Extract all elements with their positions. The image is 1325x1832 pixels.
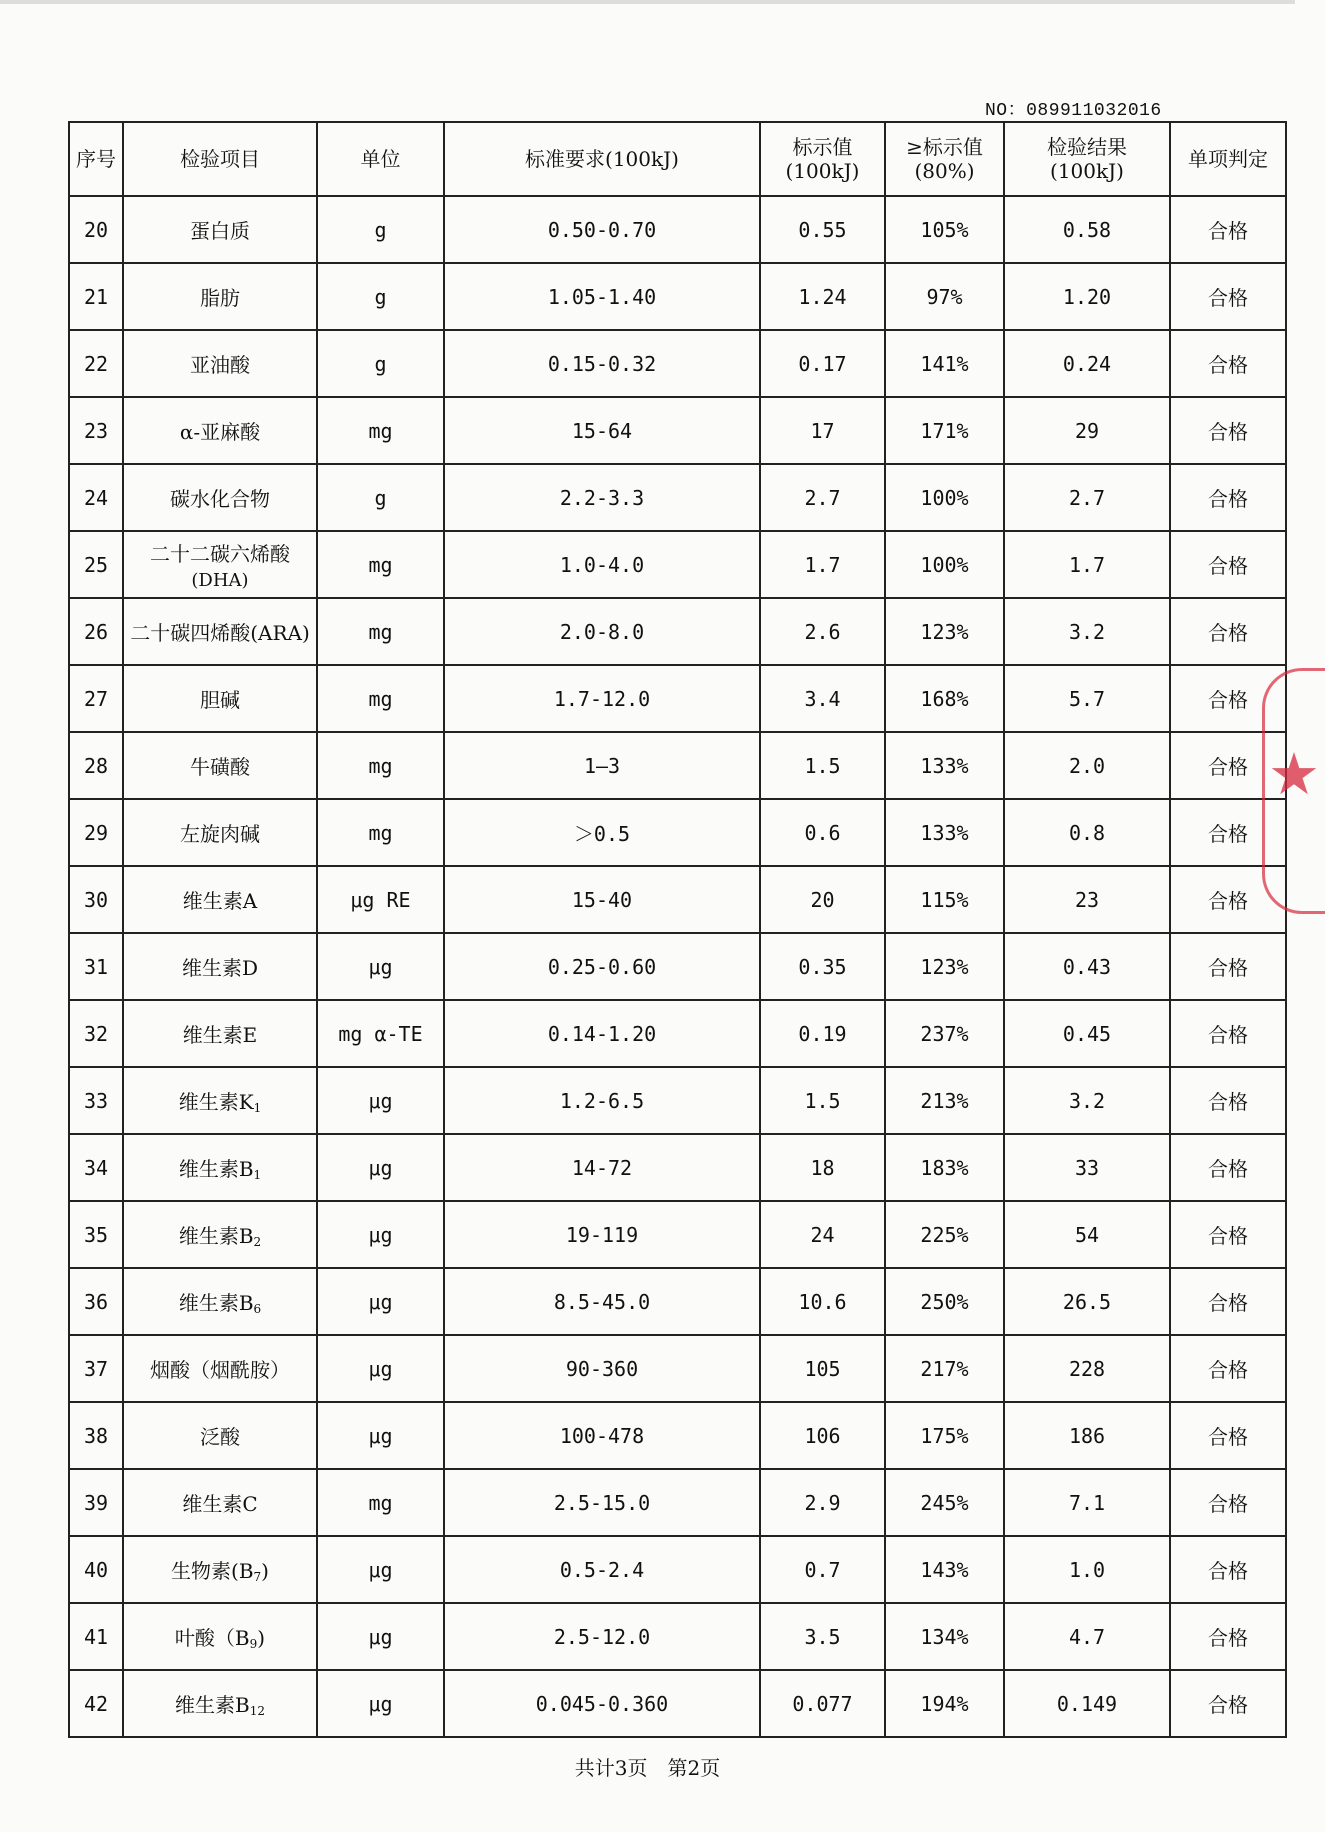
cell-item: [123, 1603, 317, 1670]
cell-item: [123, 196, 317, 263]
cell-seq: 26: [69, 598, 123, 665]
item-name: 维生素B: [178, 1224, 254, 1248]
cell-label-value: 2.7: [760, 464, 885, 531]
cell-unit: g: [317, 464, 444, 531]
cell-seq: 35: [69, 1201, 123, 1268]
cell-result: 23: [1004, 866, 1170, 933]
table-row: [69, 397, 1286, 464]
cell-seq: 39: [69, 1469, 123, 1536]
table-row: [69, 1335, 1286, 1402]
table-row: [69, 1402, 1286, 1469]
cell-percent: 175%: [885, 1402, 1004, 1469]
cell-standard: 8.5-45.0: [444, 1268, 760, 1335]
cell-judgement: 合格: [1170, 330, 1286, 397]
cell-unit: μg: [317, 1201, 444, 1268]
table-row: [69, 1603, 1286, 1670]
header-label-value: [760, 122, 885, 196]
table-row: [69, 1268, 1286, 1335]
cell-item: [123, 330, 317, 397]
cell-label-value: 1.5: [760, 1067, 885, 1134]
cell-unit: μg: [317, 1402, 444, 1469]
cell-unit: mg: [317, 531, 444, 598]
item-subscript: 2: [253, 1235, 262, 1249]
item-name: 二十碳四烯酸(ARA): [130, 621, 310, 645]
header-result-line2: (100kJ): [1050, 159, 1124, 183]
cell-percent: 237%: [885, 1000, 1004, 1067]
cell-standard: 1—3: [444, 732, 760, 799]
cell-label-value: 105: [760, 1335, 885, 1402]
cell-result: 1.20: [1004, 263, 1170, 330]
cell-label-value: 3.4: [760, 665, 885, 732]
cell-label-value: 0.19: [760, 1000, 885, 1067]
header-label-value-line1: 标示值: [792, 135, 853, 159]
cell-result: 0.149: [1004, 1670, 1170, 1737]
cell-standard: 0.14-1.20: [444, 1000, 760, 1067]
cell-unit: μg: [317, 1335, 444, 1402]
cell-seq: 31: [69, 933, 123, 1000]
table-row: [69, 933, 1286, 1000]
cell-result: 1.0: [1004, 1536, 1170, 1603]
cell-label-value: 3.5: [760, 1603, 885, 1670]
item-subscript: 12: [249, 1704, 265, 1718]
cell-judgement: 合格: [1170, 1000, 1286, 1067]
cell-unit: μg: [317, 1134, 444, 1201]
cell-result: 3.2: [1004, 598, 1170, 665]
cell-label-value: 17: [760, 397, 885, 464]
cell-standard: 100-478: [444, 1402, 760, 1469]
cell-item: [123, 1670, 317, 1737]
item-name: 胆碱: [200, 688, 240, 712]
cell-label-value: 0.077: [760, 1670, 885, 1737]
cell-result: 1.7: [1004, 531, 1170, 598]
item-name: 维生素B: [175, 1693, 250, 1717]
item-name: 烟酸（烟酰胺）: [150, 1358, 290, 1382]
cell-label-value: 0.6: [760, 799, 885, 866]
cell-item: [123, 464, 317, 531]
cell-seq: 37: [69, 1335, 123, 1402]
cell-percent: 133%: [885, 799, 1004, 866]
cell-standard: 2.2-3.3: [444, 464, 760, 531]
table-body: [69, 196, 1286, 1737]
cell-seq: 30: [69, 866, 123, 933]
table-row: [69, 1469, 1286, 1536]
cell-standard: 2.5-15.0: [444, 1469, 760, 1536]
table-row: [69, 1536, 1286, 1603]
item-name: 生物素(B: [171, 1559, 254, 1583]
item-tail: ): [257, 1626, 266, 1650]
item-name: 维生素B: [178, 1157, 254, 1181]
cell-standard: 0.045-0.360: [444, 1670, 760, 1737]
table-row: [69, 1067, 1286, 1134]
item-name: 脂肪: [200, 286, 240, 310]
cell-percent: 250%: [885, 1268, 1004, 1335]
cell-unit: mg: [317, 598, 444, 665]
item-name: 泛酸: [200, 1425, 240, 1449]
cell-item: [123, 1000, 317, 1067]
cell-label-value: 24: [760, 1201, 885, 1268]
cell-item: [123, 531, 317, 598]
cell-result: 29: [1004, 397, 1170, 464]
header-percent: [885, 122, 1004, 196]
cell-item: [123, 933, 317, 1000]
cell-item: [123, 1402, 317, 1469]
cell-label-value: 0.7: [760, 1536, 885, 1603]
table-header-row: [69, 122, 1286, 196]
cell-result: 228: [1004, 1335, 1170, 1402]
scan-edge: [0, 0, 1295, 4]
header-item: 检验项目: [123, 122, 317, 196]
cell-result: 3.2: [1004, 1067, 1170, 1134]
cell-unit: g: [317, 263, 444, 330]
cell-label-value: 1.24: [760, 263, 885, 330]
cell-unit: g: [317, 330, 444, 397]
cell-item: [123, 598, 317, 665]
item-name: 维生素C: [182, 1492, 258, 1516]
cell-unit: μg: [317, 1067, 444, 1134]
item-subscript: 7: [253, 1570, 262, 1584]
item-name: 牛磺酸: [190, 755, 250, 779]
item-subscript: 1: [253, 1168, 262, 1182]
header-percent-line2: (80%): [914, 159, 975, 183]
cell-standard: 0.15-0.32: [444, 330, 760, 397]
cell-result: 33: [1004, 1134, 1170, 1201]
cell-item: [123, 1268, 317, 1335]
cell-result: 54: [1004, 1201, 1170, 1268]
cell-result: 0.45: [1004, 1000, 1170, 1067]
header-percent-line1: ≥标示值: [906, 135, 983, 159]
cell-seq: 38: [69, 1402, 123, 1469]
item-name: 维生素E: [182, 1023, 258, 1047]
cell-result: 2.0: [1004, 732, 1170, 799]
cell-percent: 100%: [885, 531, 1004, 598]
table-row: [69, 531, 1286, 598]
cell-standard: 2.5-12.0: [444, 1603, 760, 1670]
cell-percent: 194%: [885, 1670, 1004, 1737]
cell-item: [123, 799, 317, 866]
cell-item: [123, 1536, 317, 1603]
table-row: [69, 1134, 1286, 1201]
cell-item: [123, 1201, 317, 1268]
cell-standard: 0.50-0.70: [444, 196, 760, 263]
cell-judgement: 合格: [1170, 933, 1286, 1000]
cell-judgement: 合格: [1170, 464, 1286, 531]
header-result: [1004, 122, 1170, 196]
cell-unit: μg RE: [317, 866, 444, 933]
cell-seq: 22: [69, 330, 123, 397]
cell-unit: μg: [317, 1536, 444, 1603]
cell-label-value: 2.6: [760, 598, 885, 665]
cell-unit: μg: [317, 1670, 444, 1737]
cell-result: 2.7: [1004, 464, 1170, 531]
cell-item: [123, 1469, 317, 1536]
cell-percent: 213%: [885, 1067, 1004, 1134]
cell-seq: 34: [69, 1134, 123, 1201]
cell-item: [123, 732, 317, 799]
cell-item: [123, 263, 317, 330]
cell-judgement: 合格: [1170, 1201, 1286, 1268]
header-unit: 单位: [317, 122, 444, 196]
cell-judgement: 合格: [1170, 1268, 1286, 1335]
cell-percent: 105%: [885, 196, 1004, 263]
cell-item: [123, 866, 317, 933]
cell-percent: 133%: [885, 732, 1004, 799]
cell-judgement: 合格: [1170, 531, 1286, 598]
cell-seq: 28: [69, 732, 123, 799]
header-seq: 序号: [69, 122, 123, 196]
item-subscript: 6: [253, 1302, 262, 1316]
cell-unit: mg: [317, 732, 444, 799]
page-footer: 共计3页 第2页: [574, 1756, 721, 1780]
item-name: 维生素D: [181, 956, 259, 980]
cell-seq: 32: [69, 1000, 123, 1067]
header-result-line1: 检验结果: [1047, 135, 1127, 159]
table-row: [69, 598, 1286, 665]
item-name: 二十二碳六烯酸: [150, 542, 290, 566]
cell-result: 0.58: [1004, 196, 1170, 263]
cell-judgement: 合格: [1170, 1402, 1286, 1469]
cell-percent: 183%: [885, 1134, 1004, 1201]
cell-item: [123, 1134, 317, 1201]
table-row: [69, 1670, 1286, 1737]
cell-label-value: 0.17: [760, 330, 885, 397]
table-row: [69, 866, 1286, 933]
cell-judgement: 合格: [1170, 1469, 1286, 1536]
cell-standard: 0.25-0.60: [444, 933, 760, 1000]
cell-seq: 20: [69, 196, 123, 263]
cell-standard: 19-119: [444, 1201, 760, 1268]
item-name: 叶酸（B: [174, 1626, 250, 1650]
cell-percent: 225%: [885, 1201, 1004, 1268]
cell-standard: ＞0.5: [444, 799, 760, 866]
item-name-line2: (DHA): [191, 570, 249, 591]
table-row: [69, 1201, 1286, 1268]
cell-result: 4.7: [1004, 1603, 1170, 1670]
cell-percent: 123%: [885, 598, 1004, 665]
cell-label-value: 10.6: [760, 1268, 885, 1335]
cell-unit: mg: [317, 397, 444, 464]
cell-item: [123, 665, 317, 732]
cell-seq: 27: [69, 665, 123, 732]
cell-percent: 97%: [885, 263, 1004, 330]
table-row: [69, 464, 1286, 531]
cell-judgement: 合格: [1170, 263, 1286, 330]
cell-percent: 143%: [885, 1536, 1004, 1603]
cell-judgement: 合格: [1170, 1536, 1286, 1603]
cell-standard: 1.0-4.0: [444, 531, 760, 598]
cell-percent: 168%: [885, 665, 1004, 732]
cell-seq: 40: [69, 1536, 123, 1603]
cell-unit: g: [317, 196, 444, 263]
cell-result: 0.43: [1004, 933, 1170, 1000]
header-judgement: 单项判定: [1170, 122, 1286, 196]
cell-label-value: 0.55: [760, 196, 885, 263]
cell-judgement: 合格: [1170, 799, 1286, 866]
cell-unit: mg: [317, 799, 444, 866]
cell-judgement: 合格: [1170, 665, 1286, 732]
cell-label-value: 106: [760, 1402, 885, 1469]
cell-judgement: 合格: [1170, 1335, 1286, 1402]
cell-standard: 15-64: [444, 397, 760, 464]
item-name: 维生素B: [178, 1291, 254, 1315]
cell-judgement: 合格: [1170, 1067, 1286, 1134]
cell-percent: 217%: [885, 1335, 1004, 1402]
table-row: [69, 799, 1286, 866]
item-tail: ): [261, 1559, 269, 1583]
cell-item: [123, 1335, 317, 1402]
item-name: 碳水化合物: [170, 487, 270, 511]
header-label-value-line2: (100kJ): [785, 159, 860, 183]
cell-label-value: 0.35: [760, 933, 885, 1000]
seal-star-icon: ★: [1268, 740, 1320, 808]
table-row: [69, 732, 1286, 799]
item-name: α-亚麻酸: [179, 420, 261, 444]
cell-unit: μg: [317, 933, 444, 1000]
item-name: 维生素K: [178, 1090, 254, 1114]
table-row: [69, 196, 1286, 263]
inspection-results-table: [68, 121, 1287, 1738]
cell-item: [123, 397, 317, 464]
report-number: NO：089911032016: [985, 101, 1162, 121]
cell-unit: mg α-TE: [317, 1000, 444, 1067]
cell-seq: 36: [69, 1268, 123, 1335]
cell-result: 0.8: [1004, 799, 1170, 866]
cell-standard: 2.0-8.0: [444, 598, 760, 665]
cell-label-value: 1.5: [760, 732, 885, 799]
cell-result: 26.5: [1004, 1268, 1170, 1335]
cell-standard: 1.2-6.5: [444, 1067, 760, 1134]
cell-standard: 1.7-12.0: [444, 665, 760, 732]
item-subscript: 1: [253, 1101, 262, 1115]
cell-seq: 33: [69, 1067, 123, 1134]
cell-result: 7.1: [1004, 1469, 1170, 1536]
cell-label-value: 2.9: [760, 1469, 885, 1536]
cell-judgement: 合格: [1170, 196, 1286, 263]
cell-percent: 171%: [885, 397, 1004, 464]
cell-standard: 14-72: [444, 1134, 760, 1201]
cell-standard: 1.05-1.40: [444, 263, 760, 330]
cell-seq: 23: [69, 397, 123, 464]
cell-judgement: 合格: [1170, 732, 1286, 799]
item-name: 亚油酸: [190, 353, 250, 377]
cell-label-value: 18: [760, 1134, 885, 1201]
cell-seq: 24: [69, 464, 123, 531]
cell-standard: 90-360: [444, 1335, 760, 1402]
item-name: 左旋肉碱: [180, 822, 260, 846]
header-standard: 标准要求(100kJ): [444, 122, 760, 196]
cell-unit: mg: [317, 1469, 444, 1536]
table-row: [69, 1000, 1286, 1067]
table-row: [69, 665, 1286, 732]
cell-seq: 25: [69, 531, 123, 598]
cell-judgement: 合格: [1170, 1134, 1286, 1201]
cell-standard: 0.5-2.4: [444, 1536, 760, 1603]
cell-label-value: 20: [760, 866, 885, 933]
cell-percent: 245%: [885, 1469, 1004, 1536]
item-name: 维生素A: [182, 889, 258, 913]
cell-percent: 123%: [885, 933, 1004, 1000]
table-row: [69, 263, 1286, 330]
cell-result: 5.7: [1004, 665, 1170, 732]
cell-judgement: 合格: [1170, 598, 1286, 665]
cell-percent: 115%: [885, 866, 1004, 933]
cell-standard: 15-40: [444, 866, 760, 933]
cell-percent: 100%: [885, 464, 1004, 531]
cell-judgement: 合格: [1170, 866, 1286, 933]
cell-seq: 21: [69, 263, 123, 330]
cell-percent: 134%: [885, 1603, 1004, 1670]
cell-result: 0.24: [1004, 330, 1170, 397]
cell-judgement: 合格: [1170, 1603, 1286, 1670]
cell-judgement: 合格: [1170, 397, 1286, 464]
table-row: [69, 330, 1286, 397]
cell-seq: 42: [69, 1670, 123, 1737]
cell-seq: 29: [69, 799, 123, 866]
item-name: 蛋白质: [190, 219, 250, 243]
cell-item: [123, 1067, 317, 1134]
cell-judgement: 合格: [1170, 1670, 1286, 1737]
cell-label-value: 1.7: [760, 531, 885, 598]
cell-unit: μg: [317, 1603, 444, 1670]
cell-result: 186: [1004, 1402, 1170, 1469]
cell-percent: 141%: [885, 330, 1004, 397]
cell-seq: 41: [69, 1603, 123, 1670]
cell-unit: μg: [317, 1268, 444, 1335]
item-subscript: 9: [249, 1637, 258, 1651]
cell-unit: mg: [317, 665, 444, 732]
